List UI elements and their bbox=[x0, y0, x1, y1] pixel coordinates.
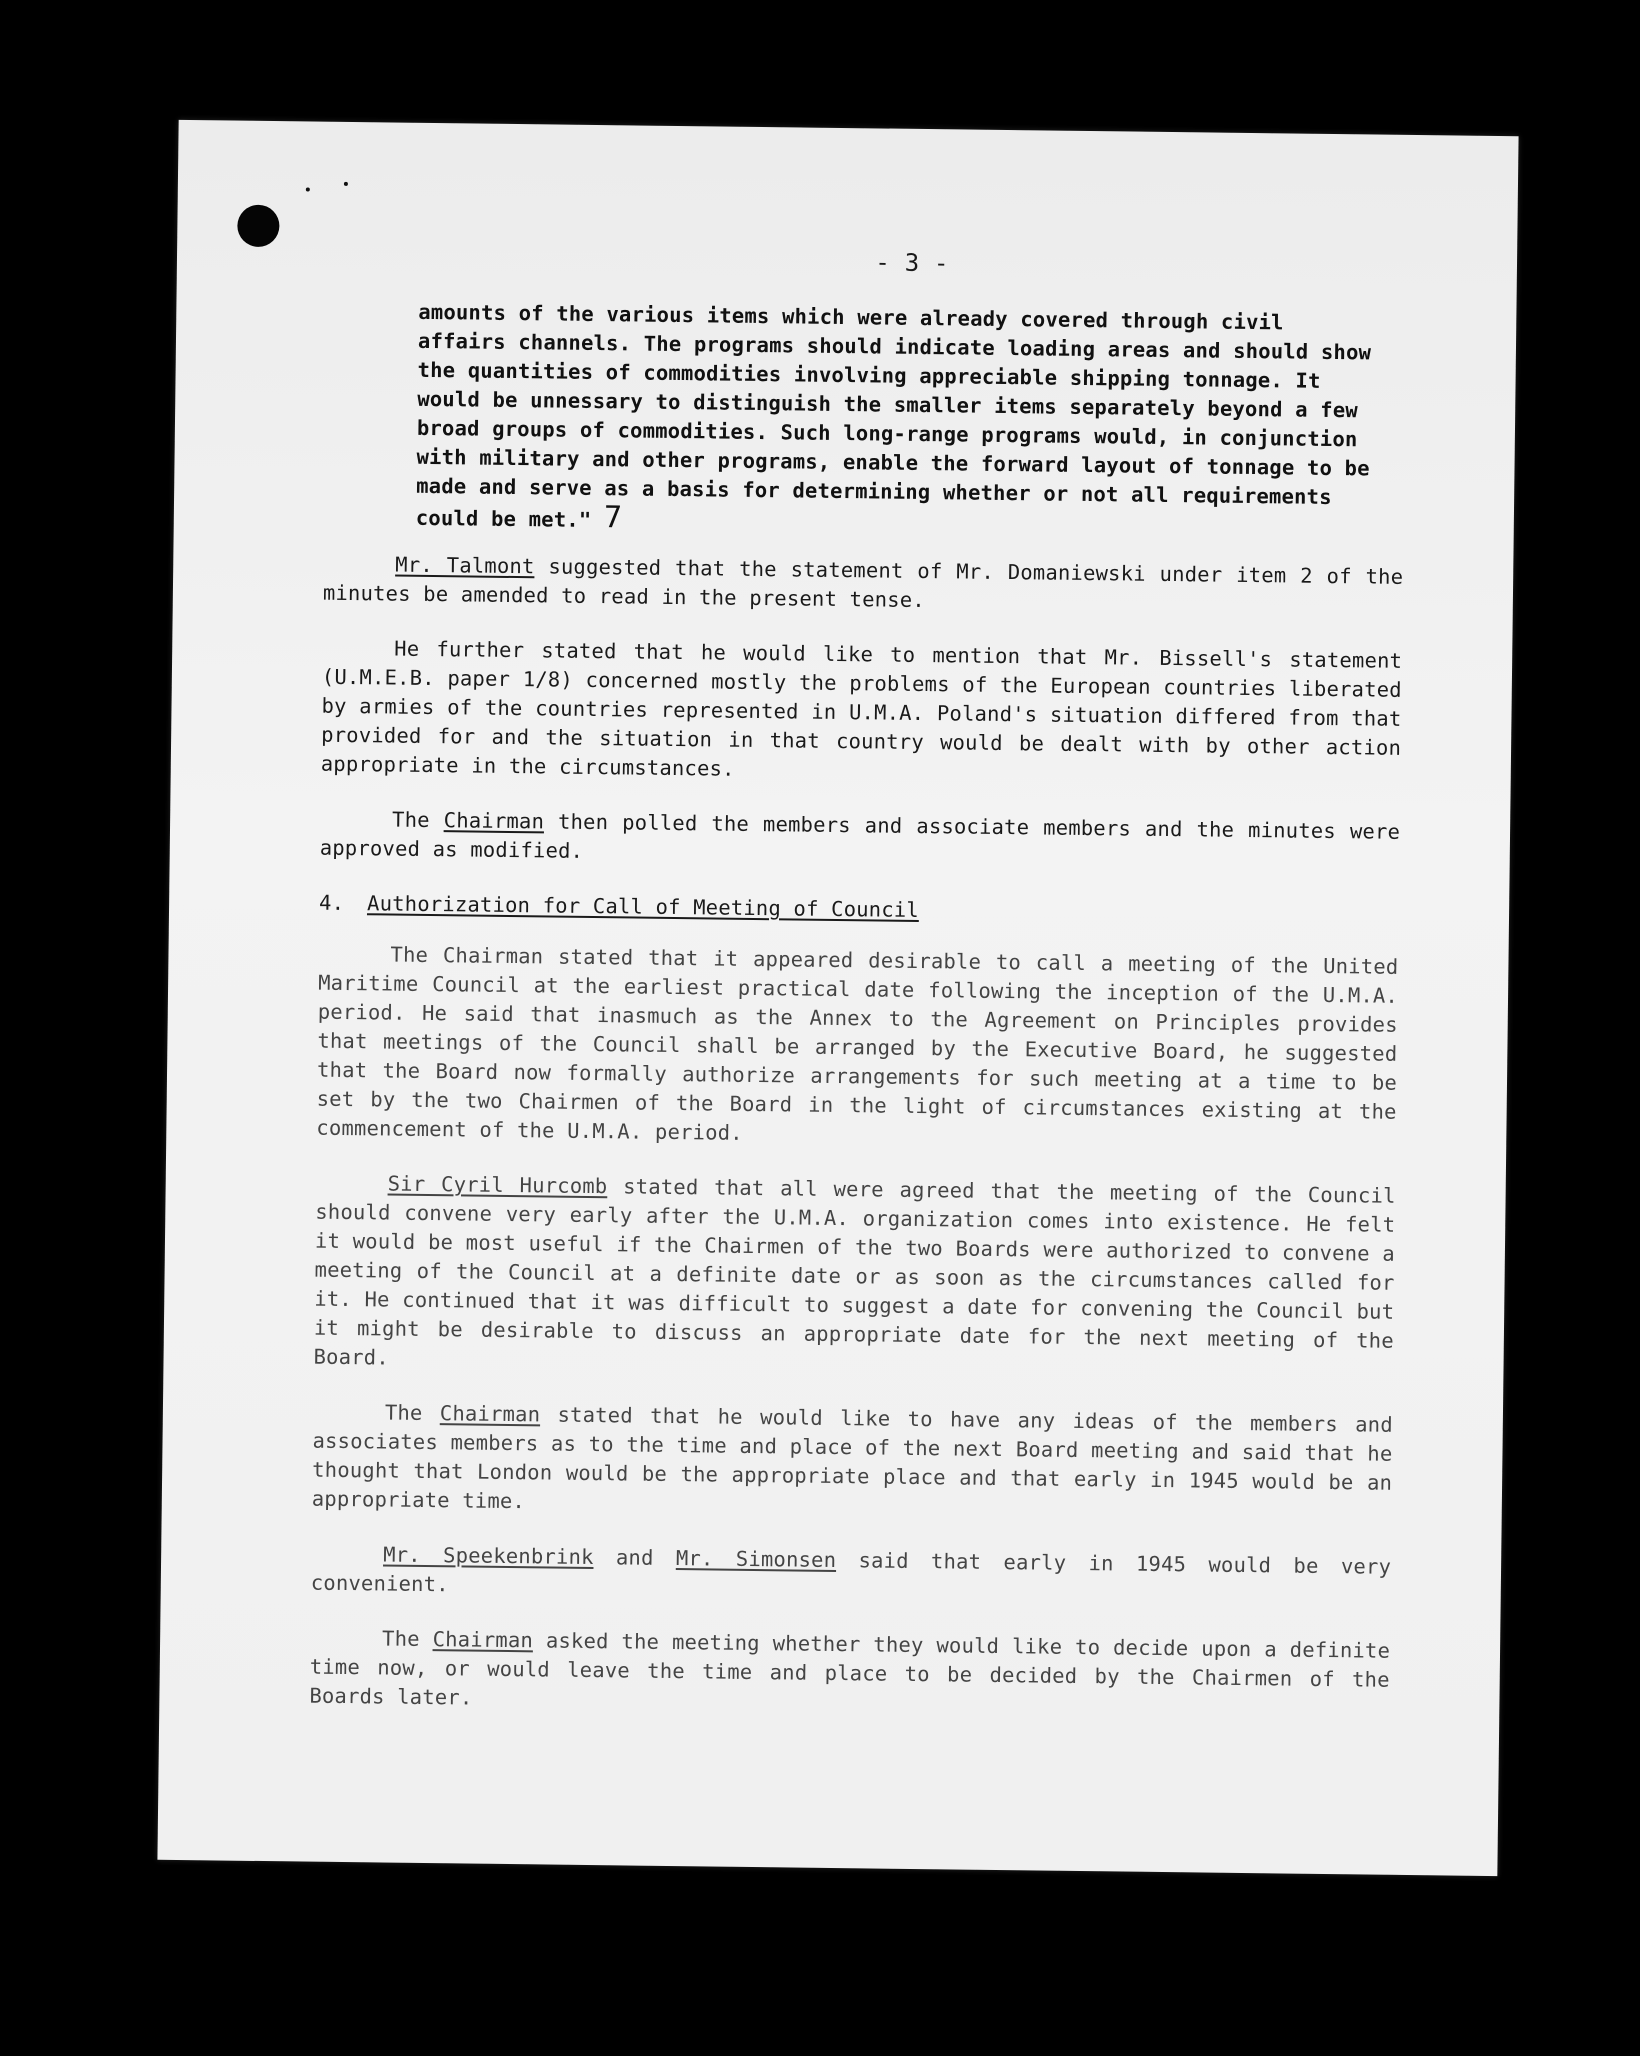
paragraph-text: The bbox=[381, 1626, 433, 1652]
speaker-name: Chairman bbox=[439, 1401, 541, 1427]
paragraph-text: The bbox=[384, 1400, 441, 1426]
speaker-name: Mr. Simonsen bbox=[675, 1546, 837, 1573]
section-number: 4. bbox=[318, 890, 345, 915]
paragraph-text: He further stated that he would like to mention that Mr. Bissell's statement (U.M.E.B. paper 1/8) concerned mostly the problems of the European countries liberated by armies of the countries represented in U.M.A. Poland's situation differed from that provided for and the situation in that country would be dealt with by other action appropriate in the circumstances. bbox=[320, 636, 1403, 781]
paragraph-text: then polled the members and associate members and the minutes were approved as modified. bbox=[319, 809, 1401, 863]
paragraph-text: stated that he would like to have any ideas of the members and associates members as to the time and place of the next Board meeting and said that he thought that London would be the appropriate place and that early in 1945 would be an appropriate time. bbox=[311, 1402, 1393, 1514]
document-text bbox=[309, 242, 1407, 1724]
paragraph-text: The bbox=[392, 807, 444, 833]
paragraph-chairman-council bbox=[316, 940, 1398, 1156]
paragraph-speekenbrink bbox=[311, 1540, 1392, 1611]
quoted-text: amounts of the various items which were already covered through civil affairs channels. The programs should indicate loading areas and should show the quantities of commodities involving appreciable shipping tonnage. It would be unnessary to distinguish the smaller items separately beyond a few broad groups of commodities. Such long-range programs would, in conjunction with military and other programs, enable the forward layout of tonnage to be made and serve as a basis for determining whether or not all requirements could be met." bbox=[415, 299, 1372, 532]
paragraph-poll bbox=[320, 805, 1401, 876]
document-page bbox=[157, 120, 1518, 1876]
paragraph-hurcomb bbox=[313, 1169, 1395, 1385]
page-number: - 3 - bbox=[875, 248, 949, 278]
paragraph-chairman-place bbox=[312, 1398, 1393, 1527]
section-title: Authorization for Call of Meeting of Council bbox=[366, 891, 920, 922]
paragraph-text: and bbox=[593, 1545, 677, 1571]
punch-hole bbox=[237, 205, 280, 248]
speck bbox=[344, 182, 348, 186]
paragraph-text: asked the meeting whether they would like to decide upon a definite time now, or would leave the time and place to be decided by the Chairmen of the Boards later. bbox=[309, 1628, 1391, 1710]
paragraph-bissell bbox=[321, 634, 1403, 792]
speaker-name: Chairman bbox=[432, 1627, 534, 1653]
paragraph-chairman-decide bbox=[309, 1624, 1390, 1724]
speaker-name: Chairman bbox=[443, 808, 545, 834]
paragraph-text: The Chairman stated that it appeared desirable to call a meeting of the United Maritime Council at the earliest practical date following the inception of the U.M.A. period. He said that inasmuch as the Annex to the Agreement on Principles provides that meetings of the Council shall be arranged by the Executive Board, he suggested that the Board now formally authorize arrangements for such meeting at a time to be set by the two Chairmen of the Board in the light of circumstances existing at the commencement of the U.M.A. period. bbox=[316, 942, 1399, 1145]
speaker-name: Sir Cyril Hurcomb bbox=[387, 1171, 608, 1199]
paragraph-text: suggested that the statement of Mr. Domaniewski under item 2 of the minutes be amended to read in the present tense. bbox=[322, 554, 1404, 613]
section-heading bbox=[319, 889, 1399, 931]
speck bbox=[306, 187, 310, 191]
bracket-mark: 7 bbox=[603, 500, 623, 536]
quoted-passage bbox=[324, 297, 1407, 545]
paragraph-talmont bbox=[323, 550, 1404, 621]
speaker-name: Mr. Speekenbrink bbox=[383, 1542, 594, 1570]
paragraph-text: stated that all were agreed that the meeting of the Council should convene very early after the U.M.A. organization comes into existence. He felt it would be most useful if the Chairmen of the two Boards were authorized to convene a meeting of the Council at a definite date or as soon as the circumstances called for it. He continued that it was difficult to suggest a date for convening the Council but it might be desirable to discuss an appropriate date for the next meeting of the Board. bbox=[313, 1174, 1396, 1370]
speaker-name: Mr. Talmont bbox=[395, 552, 535, 579]
paragraph-text: said that early in 1945 would be very convenient. bbox=[310, 1548, 1392, 1597]
